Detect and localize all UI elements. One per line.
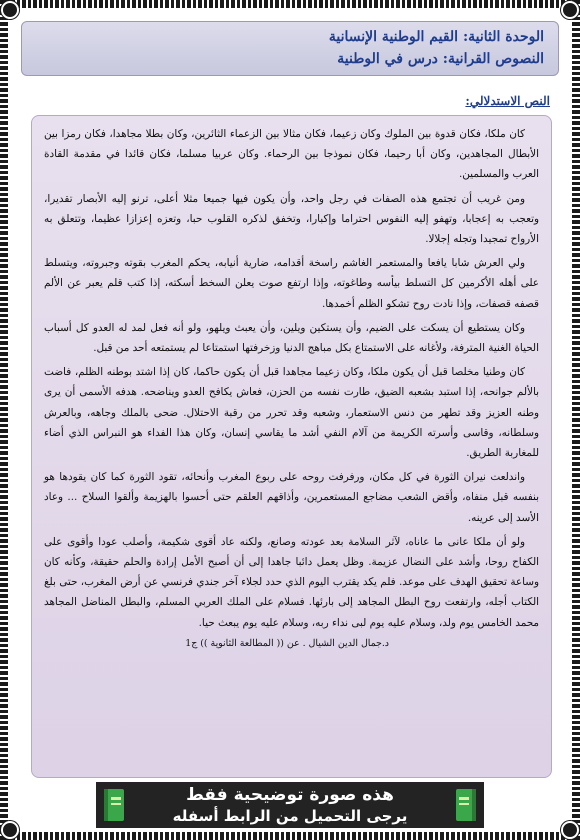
corner-ornament-icon [1, 821, 19, 839]
border-chain-left [0, 0, 8, 840]
paragraph: كان وطنيا مخلصا قبل أن يكون ملكا، وكان زعيما مجاهدا قبل أن يكون حاكما، كان إذا اشتد بوطنه الظلم، فاضت بالألم جوانحه، إذا استبد بشعبه الضيق، طارت نفسه من الحزن، فعاش يكافح العدو ويناضحه. هدفه الأسمى أن يرى وطنه العزيز وقد تطهر من دنس الاستعمار، وشعبه وقد تحرر من رقبة الاحتلال. ضحى بالملك وجاهه، وبالعرش وسلطانه، وقاسى وأسرته الكريمة من آلام النفي أشد ما يقاسي إنسان، وكان هذا الفداء هو النبراس الذي أضاء للمغاربة الطريق. [44, 366, 539, 460]
border-chain-bottom [0, 832, 580, 840]
paragraph: ولي العرش شابا يافعا والمستعمر الغاشم راسخة أقدامه، ضارية أنيابه، يحكم المغرب بقوته وجبروته، ويتسلط على أهله الأكرمين كل التسلط بيأسه وطاغوته، وإذا ارتفع صوت يعلن السخط أسكته، إذا كتب قلم يعبر عن الألم قصفه قصفات، وإذا نادت روح تشكو الظلم أخمدها. [44, 257, 539, 310]
text-panel [31, 115, 552, 778]
corner-ornament-icon [561, 1, 579, 19]
border-chain-top [0, 0, 580, 8]
corner-ornament-icon [1, 1, 19, 19]
paragraph: ومن غريب أن تجتمع هذه الصفات في رجل واحد، وأن يكون فيها جميعا مثلا أعلى، ترنو إليه الأبصار تقديرا، وتعجب به إعجابا، وتهفو إليه النفوس احتراما وإكبارا، وتخفق لذكره القلوب حبا، وتعزه إعزازا عظيما، وتتعلق به الأرواح تمجيدا وتجله إجلالا. [44, 192, 539, 246]
book-icon [452, 787, 480, 823]
paragraph: واندلعت نيران الثورة في كل مكان، ورفرفت روحه على ربوع المغرب وأنحائه، تقود الثورة كما كان يقودها هو بنفسه قبل منفاه، وأقض الشعب مضاجع المستعمرين، وأذاقهم العلقم حتى أحسوا بالهزيمة وألقوا السلاح ... وعاد الأسد إلى عرينه. [44, 471, 539, 524]
paragraph: كان ملكا، فكان قدوة بين الملوك وكان زعيما، فكان مثالا بين الزعماء الثائرين، وكان بطلا مجاهدا، فكان رمزا بين الأبطال المجاهدين، وكان أبا رحيما، فكان نموذجا بين الرحماء. وكان عربيا مسلما، فكان قائدا في مقدمة القادة العرب والمسلمين. [44, 128, 539, 181]
corner-ornament-icon [561, 821, 579, 839]
lesson-title: النصوص القرانية: درس في الوطنية [337, 51, 544, 67]
download-banner[interactable] [96, 782, 484, 828]
paragraph: ولو أن ملكا عانى ما عاناه، لآثر السلامة بعد عودته وصانع، ولكنه عاد أقوى شكيمة، وأصلب عودا وأقوى على الكفاح روحا، وأشد على النضال عزيمة. وظل يعمل دائبا جاهدا إلى أن أصبح الأمل إرادة والحلم حقيقة، وكأنه كان وساعة تحقيق الهدف على موعد. فلم يكد يقترب اليوم الذي حدد لجلاء آخر جندي فرنسي عن أرض المغرب، حتى بلغ الكتاب أجله، وارتفعت روح البطل المجاهد إلى بارئها. فسلام على الملك العربي المسلم، والبطل المناضل المجاهد محمد الخامس يوم ولد، وسلام عليه يوم لبى نداء ربه، وسلام عليه يوم يبعث حيا. [44, 535, 539, 629]
banner-line-2: يرجى التحميل من الرابط أسفله [172, 807, 408, 825]
section-title: النص الاستدلالي: [465, 94, 550, 108]
unit-title: الوحدة الثانية: القيم الوطنية الإنسانية [328, 29, 544, 45]
lesson-header [21, 21, 559, 76]
border-chain-right [572, 0, 580, 840]
source-citation: د.جمال الدين الشيال . عن (( المطالعة الثانوية )) ج1 [185, 637, 389, 649]
banner-line-1: هذه صورة توضيحية فقط [186, 785, 394, 805]
paragraph: وكان يستطيع أن يسكت على الضيم، وأن يستكين ويلين، وأن يعبث ويلهو، ولو أنه فعل لمد له العدو كل أسباب الحياة الغنية المترفة، ولأغانه على الاستمتاع بكل مباهج الدنيا وزخرفتها استمتاعا لم يستمتعه أحد من قبل. [44, 321, 539, 355]
